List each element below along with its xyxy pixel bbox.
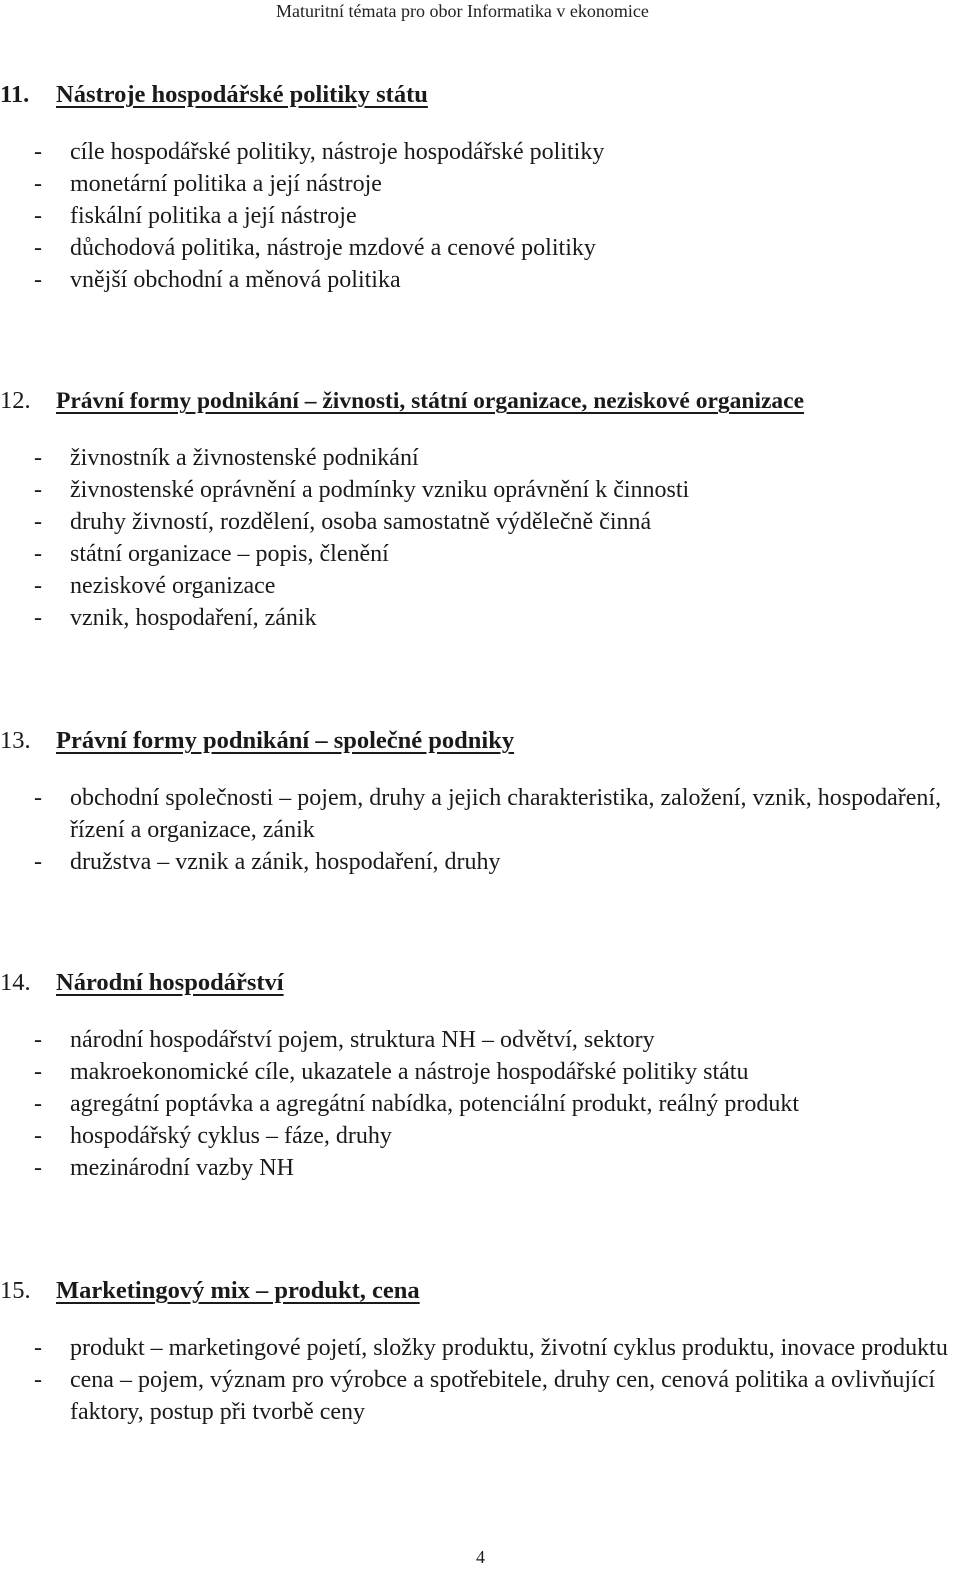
bullet-dash: - xyxy=(34,509,42,535)
item-text: mezinárodní vazby NH xyxy=(70,1155,294,1181)
section-title: Národní hospodářství xyxy=(56,969,284,996)
list-item xyxy=(0,782,960,846)
item-text: družstva – vznik a zánik, hospodaření, druhy xyxy=(70,849,501,875)
item-text: živnostník a živnostenské podnikání xyxy=(70,445,419,471)
bullet-dash: - xyxy=(34,1367,42,1393)
section-number: 14. xyxy=(0,969,31,996)
bullet-dash: - xyxy=(34,1155,42,1181)
list-item xyxy=(0,1332,960,1364)
section-11 xyxy=(0,80,960,296)
item-text: vnější obchodní a měnová politika xyxy=(70,267,401,293)
item-text: agregátní poptávka a agregátní nabídka, potenciální produkt, reálný produkt xyxy=(70,1091,800,1117)
item-text: monetární politika a její nástroje xyxy=(70,171,382,197)
list-item xyxy=(0,232,960,264)
list-item xyxy=(0,538,960,570)
section-heading xyxy=(0,386,960,416)
list-item xyxy=(0,200,960,232)
section-heading xyxy=(0,1276,960,1306)
topic-list xyxy=(0,1332,960,1428)
bullet-dash: - xyxy=(34,605,42,631)
bullet-dash: - xyxy=(34,541,42,567)
bullet-dash: - xyxy=(34,445,42,471)
bullet-dash: - xyxy=(34,1059,42,1085)
bullet-dash: - xyxy=(34,1335,42,1361)
item-text: živnostenské oprávnění a podmínky vzniku oprávnění k činnosti xyxy=(70,477,690,503)
bullet-dash: - xyxy=(34,1027,42,1053)
item-text: důchodová politika, nástroje mzdové a cenové politiky xyxy=(70,235,596,261)
item-text: produkt – marketingové pojetí, složky produktu, životní cyklus produktu, inovace produktu xyxy=(70,1335,948,1361)
list-item xyxy=(0,1056,960,1088)
item-text: obchodní společnosti – pojem, druhy a jejich charakteristika, založení, vznik, hospodaření, řízení a organizace, zánik xyxy=(70,785,942,843)
list-item xyxy=(0,602,960,634)
item-text: fiskální politika a její nástroje xyxy=(70,203,357,229)
item-text: státní organizace – popis, členění xyxy=(70,541,389,567)
bullet-dash: - xyxy=(34,267,42,293)
bullet-dash: - xyxy=(34,785,42,811)
item-text: makroekonomické cíle, ukazatele a nástroje hospodářské politiky státu xyxy=(70,1059,749,1085)
topic-list xyxy=(0,1024,960,1184)
list-item xyxy=(0,846,960,878)
section-15 xyxy=(0,1276,960,1428)
item-text: národní hospodářství pojem, struktura NH – odvětví, sektory xyxy=(70,1027,655,1053)
topic-list xyxy=(0,442,960,634)
list-item xyxy=(0,1120,960,1152)
bullet-dash: - xyxy=(34,1091,42,1117)
bullet-dash: - xyxy=(34,139,42,165)
list-item xyxy=(0,442,960,474)
list-item xyxy=(0,1088,960,1120)
bullet-dash: - xyxy=(34,171,42,197)
page-number: 4 xyxy=(476,1547,485,1567)
section-heading xyxy=(0,80,960,110)
item-text: druhy živností, rozdělení, osoba samostatně výdělečně činná xyxy=(70,509,652,535)
bullet-dash: - xyxy=(34,203,42,229)
bullet-dash: - xyxy=(34,849,42,875)
list-item xyxy=(0,1024,960,1056)
section-title: Právní formy podnikání – společné podniky xyxy=(56,727,515,754)
section-12 xyxy=(0,386,960,634)
item-text: vznik, hospodaření, zánik xyxy=(70,605,317,631)
section-title: Právní formy podnikání – živnosti, státní organizace, neziskové organizace xyxy=(56,388,805,414)
section-heading xyxy=(0,968,960,998)
section-13 xyxy=(0,726,960,878)
section-number: 13. xyxy=(0,727,31,754)
list-item xyxy=(0,264,960,296)
section-title: Nástroje hospodářské politiky státu xyxy=(56,81,428,108)
running-header: Maturitní témata pro obor Informatika v ekonomice xyxy=(276,1,649,21)
bullet-dash: - xyxy=(34,235,42,261)
list-item xyxy=(0,1152,960,1184)
topic-list xyxy=(0,782,960,878)
list-item xyxy=(0,474,960,506)
list-item xyxy=(0,570,960,602)
section-number: 15. xyxy=(0,1277,31,1304)
list-item xyxy=(0,168,960,200)
item-text: cíle hospodářské politiky, nástroje hospodářské politiky xyxy=(70,139,605,165)
bullet-dash: - xyxy=(34,573,42,599)
item-text: hospodářský cyklus – fáze, druhy xyxy=(70,1123,392,1149)
section-14 xyxy=(0,968,960,1184)
section-number: 11. xyxy=(0,81,30,108)
list-item xyxy=(0,136,960,168)
item-text: neziskové organizace xyxy=(70,573,276,599)
list-item xyxy=(0,506,960,538)
section-heading xyxy=(0,726,960,756)
list-item xyxy=(0,1364,960,1428)
section-number: 12. xyxy=(0,387,31,414)
topic-list xyxy=(0,136,960,296)
item-text: cena – pojem, význam pro výrobce a spotřebitele, druhy cen, cenová politika a ovlivňující faktory, postup při tvorbě ceny xyxy=(70,1367,936,1425)
bullet-dash: - xyxy=(34,477,42,503)
section-title: Marketingový mix – produkt, cena xyxy=(56,1277,420,1304)
bullet-dash: - xyxy=(34,1123,42,1149)
